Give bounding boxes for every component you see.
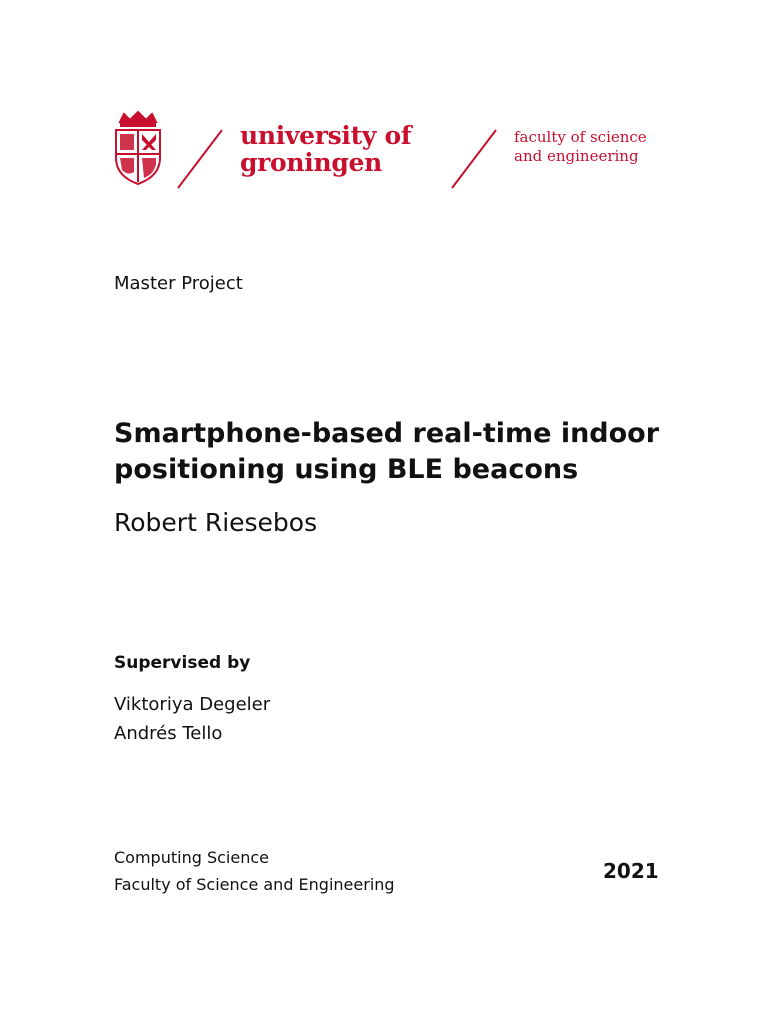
supervisor-list bbox=[114, 690, 270, 748]
faculty-name bbox=[514, 128, 647, 166]
divider-slash-icon bbox=[450, 128, 498, 190]
thesis-title-line1: Smartphone-based real-time indoor bbox=[114, 418, 660, 449]
supervisor-name: Viktoriya Degeler bbox=[114, 694, 271, 715]
university-crest-icon bbox=[110, 110, 166, 186]
faculty-name-line1: faculty of science bbox=[514, 128, 647, 146]
supervisor-name: Andrés Tello bbox=[114, 723, 223, 744]
thesis-title-line2: positioning using BLE beacons bbox=[114, 454, 579, 485]
university-name-line1: university of bbox=[240, 121, 412, 150]
supervised-by-heading: Supervised by bbox=[114, 653, 251, 673]
university-name bbox=[240, 122, 411, 176]
faculty-full-name: Faculty of Science and Engineering bbox=[114, 875, 395, 894]
faculty-name-line2: and engineering bbox=[514, 147, 639, 165]
department-name: Computing Science bbox=[114, 848, 269, 867]
publication-year: 2021 bbox=[603, 859, 659, 883]
divider-slash-icon bbox=[176, 128, 224, 190]
author-name: Robert Riesebos bbox=[114, 508, 318, 537]
affiliation bbox=[114, 844, 395, 898]
project-type: Master Project bbox=[114, 273, 243, 294]
university-name-line2: groningen bbox=[240, 148, 383, 177]
thesis-title bbox=[114, 416, 674, 488]
